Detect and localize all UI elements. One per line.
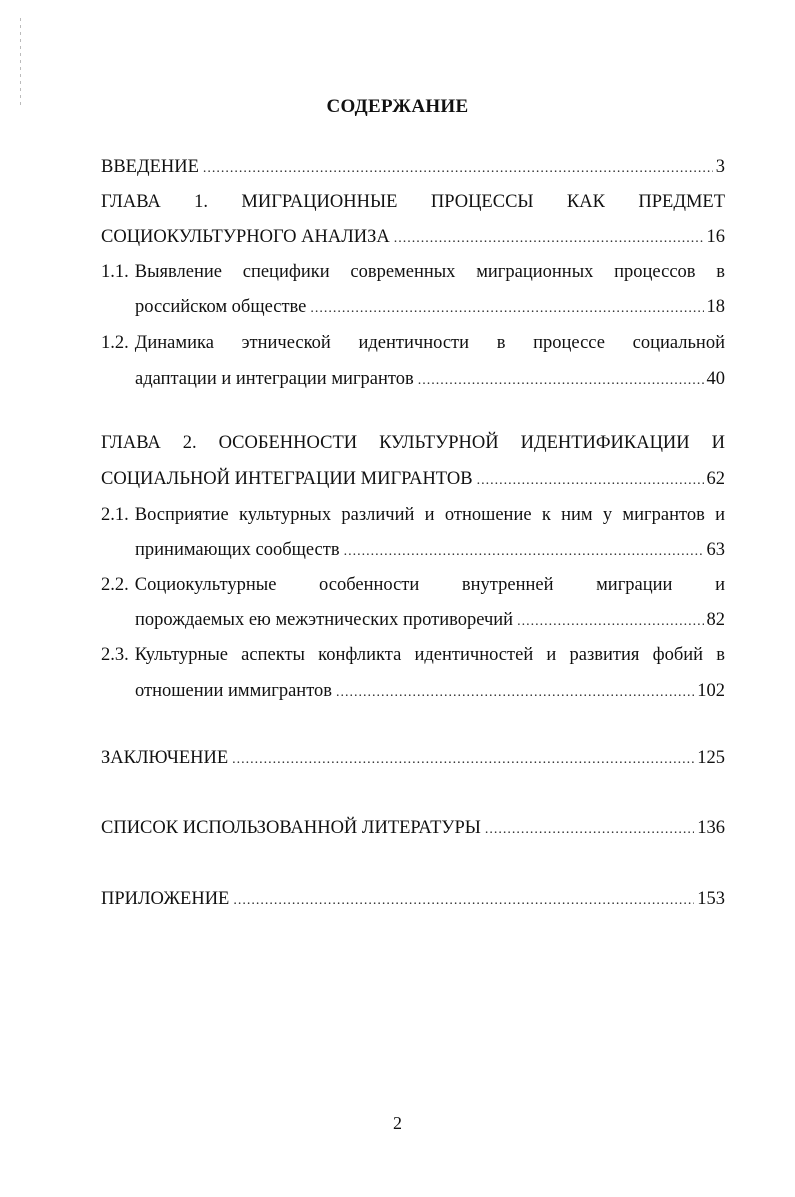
- toc-entry-conclusion[interactable]: [101, 748, 725, 774]
- dot-leader: [232, 752, 694, 768]
- toc-entry-label: Культурные аспекты конфликта идентичностей и развития фобий в: [134, 645, 725, 665]
- toc-entry-label: ГЛАВА 2. ОСОБЕННОСТИ КУЛЬТУРНОЙ ИДЕНТИФИКАЦИИ И: [101, 433, 725, 453]
- toc-entry-label: адаптации и интеграции мигрантов: [135, 369, 414, 389]
- toc-entry-label: ЗАКЛЮЧЕНИЕ: [101, 748, 229, 768]
- toc-entry-label: СОЦИАЛЬНОЙ ИНТЕГРАЦИИ МИГРАНТОВ: [101, 469, 473, 489]
- toc-entry-chapter2-line2[interactable]: [101, 469, 725, 495]
- toc-entry-page: 153: [697, 889, 725, 909]
- dot-leader: [203, 161, 713, 177]
- scan-margin-mark: [20, 18, 21, 108]
- page-number: 2: [393, 1113, 402, 1133]
- dot-leader: [336, 685, 694, 701]
- toc-entry-section-2-3-line2[interactable]: [135, 681, 725, 707]
- toc-entry-chapter1-line1[interactable]: [101, 192, 725, 218]
- section-number: 1.2.: [101, 333, 129, 353]
- dot-leader: [310, 301, 703, 317]
- toc-entry-label: российском обществе: [135, 297, 307, 317]
- toc-entry-section-1-2-line1[interactable]: [101, 333, 725, 359]
- toc-entry-appendix[interactable]: [101, 889, 725, 915]
- toc-entry-label: Динамика этнической идентичности в процессе социальной: [134, 333, 725, 353]
- section-number: 1.1.: [101, 262, 129, 282]
- dot-leader: [344, 544, 704, 560]
- toc-entry-intro[interactable]: [101, 157, 725, 183]
- toc-entry-section-2-3-line1[interactable]: [101, 645, 725, 671]
- toc-entry-section-1-1-line2[interactable]: [135, 297, 725, 323]
- toc-entry-label: порождаемых ею межэтнических противоречий: [135, 610, 514, 630]
- toc-entry-page: 62: [706, 469, 725, 489]
- toc-entry-page: 102: [697, 681, 725, 701]
- page-title: СОДЕРЖАНИЕ: [326, 96, 469, 117]
- toc-entry-references[interactable]: [101, 818, 725, 844]
- toc-entry-section-1-2-line2[interactable]: [135, 369, 725, 395]
- toc-entry-label: ГЛАВА 1. МИГРАЦИОННЫЕ ПРОЦЕССЫ КАК ПРЕДМЕТ: [101, 192, 725, 212]
- toc-entry-label: СОЦИОКУЛЬТУРНОГО АНАЛИЗА: [101, 227, 390, 247]
- toc-entry-chapter1-line2[interactable]: [101, 227, 725, 253]
- section-number: 2.3.: [101, 645, 129, 665]
- dot-leader: [233, 893, 694, 909]
- toc-entry-label: ВВЕДЕНИЕ: [101, 157, 199, 177]
- toc-entry-label: принимающих сообществ: [135, 540, 340, 560]
- toc-entry-page: 63: [706, 540, 725, 560]
- toc-entry-page: 136: [697, 818, 725, 838]
- toc-entry-label: Выявление специфики современных миграционных процессов в: [134, 262, 725, 282]
- dot-leader: [394, 231, 704, 247]
- toc-entry-label: отношении иммигрантов: [135, 681, 333, 701]
- dot-leader: [418, 373, 704, 389]
- dot-leader: [485, 822, 694, 838]
- toc-entry-page: 125: [697, 748, 725, 768]
- toc-entry-label: Социокультурные особенности внутренней миграции и: [134, 575, 725, 595]
- toc-entry-section-2-1-line1[interactable]: [101, 505, 725, 531]
- toc-entry-section-2-1-line2[interactable]: [135, 540, 725, 566]
- toc-entry-label: Восприятие культурных различий и отношение к ним у мигрантов и: [134, 505, 725, 525]
- dot-leader: [477, 473, 704, 489]
- toc-entry-label: ПРИЛОЖЕНИЕ: [101, 889, 230, 909]
- dot-leader: [517, 614, 703, 630]
- toc-entry-section-1-1-line1[interactable]: [101, 262, 725, 288]
- toc-entry-page: 82: [706, 610, 725, 630]
- toc-entry-chapter2-line1[interactable]: [101, 433, 725, 459]
- toc-entry-section-2-2-line2[interactable]: [135, 610, 725, 636]
- toc-entry-page: 40: [706, 369, 725, 389]
- toc-entry-page: 18: [706, 297, 725, 317]
- section-number: 2.2.: [101, 575, 129, 595]
- toc-entry-section-2-2-line1[interactable]: [101, 575, 725, 601]
- toc-entry-label: СПИСОК ИСПОЛЬЗОВАННОЙ ЛИТЕРАТУРЫ: [101, 818, 481, 838]
- section-number: 2.1.: [101, 505, 129, 525]
- toc-entry-page: 16: [706, 227, 725, 247]
- toc-entry-page: 3: [715, 157, 725, 177]
